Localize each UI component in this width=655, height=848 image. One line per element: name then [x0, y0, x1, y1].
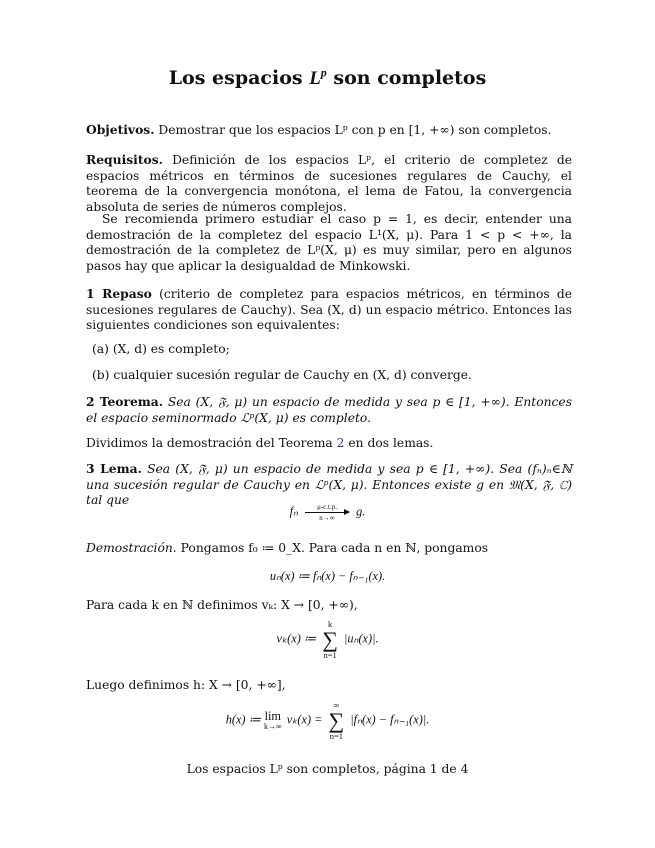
- objetivos-paragraph: [86, 122, 572, 139]
- luego-text: Luego definimos h: X → [0, +∞],: [86, 678, 286, 692]
- sigma-icon: ∑: [322, 626, 338, 652]
- teorema-paragraph: [86, 394, 572, 426]
- teorema-reference-link[interactable]: 2: [336, 436, 345, 450]
- summation-symbol: [322, 620, 338, 659]
- summation-symbol-2: [329, 701, 345, 740]
- eq3-left: vₖ(x) ≔: [276, 631, 317, 646]
- equation-u: [0, 569, 655, 584]
- intro-paragraph: [86, 212, 572, 274]
- luego-paragraph: [86, 678, 572, 694]
- intro-text: Se recomienda primero estudiar el caso p = 1, es decir, entender una demostración de la completez del espacio L¹(X, μ). Para 1 < p < +∞, la demostración de la completez de Lᵖ(X, μ) es muy similar, pero en algunos pasos hay que aplicar la desigualdad de Minkowski.: [86, 212, 572, 273]
- arrow-under-label: n→∞: [319, 514, 335, 522]
- footer-text: Los espacios Lᵖ son completos, página 1 de 4: [186, 762, 469, 776]
- right-arrow-icon: [305, 512, 349, 513]
- para-cada-paragraph: [86, 598, 572, 614]
- lim-subscript: k→∞: [263, 721, 282, 731]
- eq1-left: fₙ: [289, 504, 298, 519]
- eq4-left: h(x) ≔: [225, 712, 261, 727]
- page-footer: [0, 762, 655, 776]
- lema-paragraph: [86, 461, 572, 509]
- requisitos-paragraph: [86, 152, 572, 215]
- title-text: Los espacios $L^p$ son completos: [168, 66, 487, 90]
- demostracion-text: Pongamos f₀ ≔ 0_X. Para cada n en ℕ, pongamos: [180, 541, 489, 555]
- demostracion-paragraph: [86, 541, 572, 557]
- equation-h: [0, 701, 655, 740]
- teorema-text: Sea (X, 𝔉, μ) un espacio de medida y sea p ∈ [1, +∞). Entonces el espacio seminormado ℒᵖ(X, μ) es completo.: [86, 395, 572, 425]
- eq4-right: |fₙ(x) − fₙ₋₁(x)|.: [350, 712, 430, 727]
- requisitos-label: Requisitos.: [86, 152, 163, 167]
- sum-lower-limit: n=1: [323, 649, 337, 660]
- objetivos-text: Demostrar que los espacios Lᵖ con p en [1, +∞) son completos.: [158, 123, 552, 137]
- repaso-item-a: (a) (X, d) es completo;: [92, 342, 230, 356]
- sum2-upper-limit: ∞: [333, 700, 340, 710]
- repaso-label: 1 Repaso: [86, 286, 152, 301]
- convergence-arrow: [305, 503, 349, 522]
- sum2-lower-limit: n=1: [329, 730, 344, 741]
- lim-text: lim: [264, 709, 281, 724]
- page-title: [0, 66, 655, 90]
- eq1-right: g.: [356, 504, 366, 519]
- eq4-mid: vₖ(x) =: [286, 712, 323, 727]
- limit-operator: [264, 710, 282, 730]
- requisitos-text: Definición de los espacios Lᵖ, el criterio de completez de espacios métricos en términos de sucesiones regulares de Cauchy, el teorema de la convergencia monótona, el lema de Fatou, la convergencia absoluta de series de números complejos.: [86, 153, 572, 214]
- repaso-item-b: (b) cualquier sucesión regular de Cauchy en (X, d) converge.: [92, 368, 472, 382]
- eq2-text: uₙ(x) ≔ fₙ(x) − fₙ₋₁(x).: [269, 569, 386, 583]
- para-cada-text: Para cada k en ℕ definimos vₖ: X → [0, +∞),: [86, 598, 358, 612]
- sigma-icon-2: ∑: [328, 707, 345, 733]
- sum-upper-limit: k: [327, 619, 333, 629]
- dividimos-before: Dividimos la demostración del Teorema: [86, 436, 337, 450]
- dividimos-after: en dos lemas.: [344, 436, 434, 450]
- dividimos-paragraph: [86, 436, 572, 452]
- equation-convergence: [0, 503, 655, 522]
- eq3-right: |uₙ(x)|.: [344, 631, 379, 646]
- objetivos-label: Objetivos.: [86, 122, 155, 137]
- teorema-label: 2 Teorema.: [86, 394, 164, 409]
- lema-text: Sea (X, 𝔉, μ) un espacio de medida y sea p ∈ [1, +∞). Sea (fₙ)ₙ∈ℕ una sucesión regular de Cauchy en ℒᵖ(X, μ). Entonces existe g en 𝔐(X, 𝔉, ℂ) tal que: [86, 462, 572, 508]
- arrow-over-label: μ-c.t.p.: [317, 503, 337, 511]
- lema-label: 3 Lema.: [86, 461, 142, 476]
- equation-v: [0, 620, 655, 659]
- repaso-paragraph: [86, 286, 572, 334]
- repaso-text: (criterio de completez para espacios métricos, en términos de sucesiones regulares de Cauchy). Sea (X, d) un espacio métrico. Entonces las siguientes condiciones son equivalentes:: [86, 287, 572, 333]
- demostracion-label: Demostración.: [86, 541, 177, 555]
